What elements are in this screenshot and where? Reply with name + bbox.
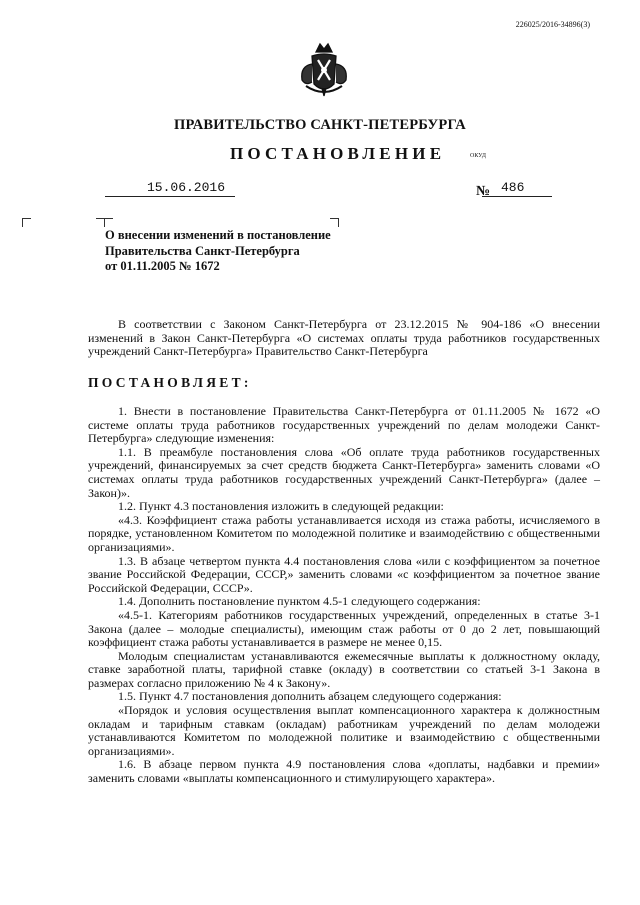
number-sign: № [476,184,491,199]
corner-mark [22,218,31,227]
paragraph: 1.2. Пункт 4.3 постановления изложить в следующей редакции: [118,499,444,514]
paragraph: 1.1. В преамбуле постановления слова «Об оплате труда работников государственных учреждений, финансируемых за счет средств бюджета Санкт-Петербурга» заменить словами «О системах оплаты труда работников государственных учреждений Санкт-Петербурга» (далее – Закон)». [88,444,600,500]
saint-petersburg-coat-of-arms-icon [296,40,352,98]
paragraph: «Порядок и условия осуществления выплат компенсационного характера к должностным окладам и тарифным ставкам (окладам) работникам учреждений по делам молодежи устанавливаются Комитетом по молодежной политике и взаимодействию с общественными организациями». [88,703,600,758]
preamble-text: В соответствии с Законом Санкт-Петербурга от 23.12.2015 № 904-186 «О внесении изменений в Закон Санкт-Петербурга «О системах оплаты труда работников государственных учреждений Санкт-Петербурга» Правительство Санкт-Петербурга [88,317,600,359]
paragraph: «4.5-1. Категориям работников государственных учреждений, определенных в статье 3-1 Закона (далее – молодые специалисты), имеющим стаж работы от 0 до 2 лет, повышающий коэффициент стажа работы устанавливается в размере не менее 0,15. [88,607,600,650]
title-line: Правительства Санкт-Петербурга [105,243,300,258]
document-date: 15.06.2016 [147,180,226,195]
document-number-value: 486 [501,180,525,195]
paragraph: 1.5. Пункт 4.7 постановления дополнить абзацем следующего содержания: [118,689,502,704]
paragraph: «4.3. Коэффициент стажа работы устанавливается исходя из стажа работы, исчисляемого в порядке, установленном Комитетом по молодежной политике и взаимодействию с общественными организациями». [88,512,600,554]
paragraph: 1.4. Дополнить постановление пунктом 4.5-1 следующего содержания: [118,594,481,609]
paragraph: 1.6. В абзаце первом пункта 4.9 постановления слова «доплаты, надбавки и премии» заменить словами «выплаты компенсационного и стимулирующего характера». [88,757,600,786]
paragraph: 1.3. В абзаце четвертом пункта 4.4 постановления слова «или с коэффициентом за почетное звание Российской Федерации, СССР,» заменить словами «с коэффициентом за почетное звание Российской Федерации, СССР». [88,553,600,595]
organization-name: ПРАВИТЕЛЬСТВО САНКТ-ПЕТЕРБУРГА [174,117,466,133]
document-body [88,405,600,786]
decree-heading: ПОСТАНОВЛЯЕТ: [88,375,252,390]
corner-mark [330,218,339,227]
okud-label: ОКУД [470,153,486,159]
date-underline [105,196,235,197]
number-underline [482,196,552,197]
paragraph: 1. Внести в постановление Правительства Санкт-Петербурга от 01.11.2005 № 1672 «О системе оплаты труда работников государственных учреждений по делам молодежи Санкт-Петербурга» следующие изменения: [88,404,600,446]
title-line: от 01.11.2005 № 1672 [105,259,220,273]
document-number: 226025/2016-34896(3) [515,20,590,29]
corner-mark [104,218,113,227]
document-title [105,228,355,275]
preamble [88,318,600,359]
paragraph: Молодым специалистам устанавливаются ежемесячные выплаты к должностному окладу, ставке заработной платы, тарифной ставке (окладу) в соответствии со статьей 3-1 Закона в размерах согласно приложению № 4 к Закону». [88,648,600,690]
title-line: О внесении изменений в постановление [105,228,331,242]
document-type: ПОСТАНОВЛЕНИЕ [230,144,446,163]
